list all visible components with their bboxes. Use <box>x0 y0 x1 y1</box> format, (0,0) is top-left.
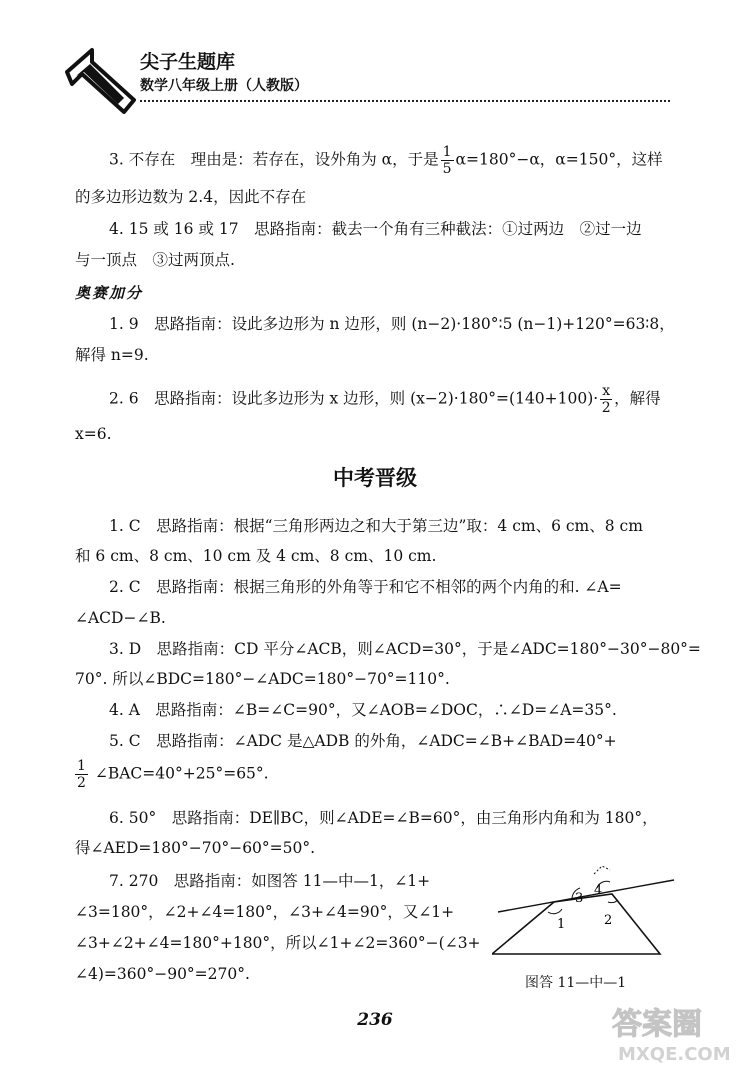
text-line: 和 6 cm、8 cm、10 cm 及 4 cm、8 cm、10 cm. <box>75 547 437 565</box>
text-line: 与一顶点 ③过两顶点. <box>75 251 235 269</box>
angle-label-1: 1 <box>557 917 566 932</box>
text-line: 1. 9 思路指南：设此多边形为 n 边形，则 (n−2)·180°∶5 (n−1)+120°=63∶8， <box>109 315 675 333</box>
text-line: 1. C 思路指南：根据“三角形两边之和大于第三边”取：4 cm、6 cm、8 cm <box>109 517 643 535</box>
text-line: ∠3+∠2+∠4=180°+180°，所以∠1+∠2=360°−(∠3+ <box>75 934 481 952</box>
text-line: x=6. <box>75 425 112 443</box>
text-line: 3. D 思路指南：CD 平分∠ACB，则∠ACD=30°，于是∠ADC=180°−30°−80°= <box>109 640 701 658</box>
text-line: 解得 n=9. <box>75 346 149 364</box>
angle-label-2: 2 <box>604 913 613 928</box>
section-title: 中考晋级 <box>333 466 417 490</box>
text-line: ∠3=180°，∠2+∠4=180°，∠3+∠4=90°，又∠1+ <box>75 903 455 921</box>
watermark-text: MXQE.COM <box>618 1044 731 1065</box>
book-header <box>62 42 682 122</box>
text-line: 7. 270 思路指南：如图答 11—中—1，∠1+ <box>109 872 431 890</box>
text-line: 4. 15 或 16 或 17 思路指南：截去一个角有三种截法：①过两边 ②过一边 <box>109 220 642 238</box>
book-subtitle: 数学八年级上册（人教版） <box>140 78 308 94</box>
page-number: 236 <box>357 1010 393 1030</box>
text-line: $\frac{1}{2}$ ∠BAC=40°+25°=65°. <box>77 758 269 791</box>
text-line: ∠ACD−∠B. <box>75 609 166 627</box>
svg-text:答案圈: 答案圈 <box>612 1007 702 1042</box>
text-line: 得∠AED=180°−70°−60°=50°. <box>75 839 316 857</box>
fraction: $\frac{x}{2}$ <box>601 383 611 416</box>
text-line: 5. C 思路指南：∠ADC 是△ADB 的外角，∠ADC=∠B+∠BAD=40°+ <box>109 732 617 750</box>
text-line: 6. 50° 思路指南：DE∥BC，则∠ADE=∠B=60°，由三角形内角和为 180°， <box>109 809 658 827</box>
fraction: $\frac{1}{5}$ <box>442 144 452 177</box>
section-label: 奥赛加分 <box>75 284 144 302</box>
arrow-logo-icon <box>62 42 142 122</box>
header-divider <box>140 100 670 102</box>
angle-label-4: 4 <box>594 883 603 898</box>
angle-label-3: 3 <box>575 891 584 906</box>
book-title: 尖子生题库 <box>140 51 236 73</box>
text-line: ∠4)=360°−90°=270°. <box>75 965 250 983</box>
text-line: 3. 不存在 理由是：若存在，设外角为 α，于是 $\frac{1}{5}$ α=180°−α，α=150°，这样 <box>109 144 663 177</box>
text-line: 4. A 思路指南：∠B=∠C=90°，又∠AOB=∠DOC，∴∠D=∠A=35°. <box>109 701 617 719</box>
figure-caption: 图答 11—中—1 <box>525 975 627 991</box>
text-line: 2. 6 思路指南：设此多边形为 x 边形，则 (x−2)·180°=(140+100)· $\frac{x}{2}$ ，解得 <box>109 383 661 416</box>
text-line: 2. C 思路指南：根据三角形的外角等于和它不相邻的两个内角的和. ∠A= <box>109 578 622 596</box>
text-line: 的多边形边数为 2.4，因此不存在 <box>75 188 307 206</box>
fraction: $\frac{1}{2}$ <box>77 758 86 791</box>
watermark-logo <box>608 1000 748 1066</box>
cutting-line <box>498 880 674 912</box>
text-line: 70°. 所以∠BDC=180°−∠ADC=180°−70°=110°. <box>75 670 450 688</box>
